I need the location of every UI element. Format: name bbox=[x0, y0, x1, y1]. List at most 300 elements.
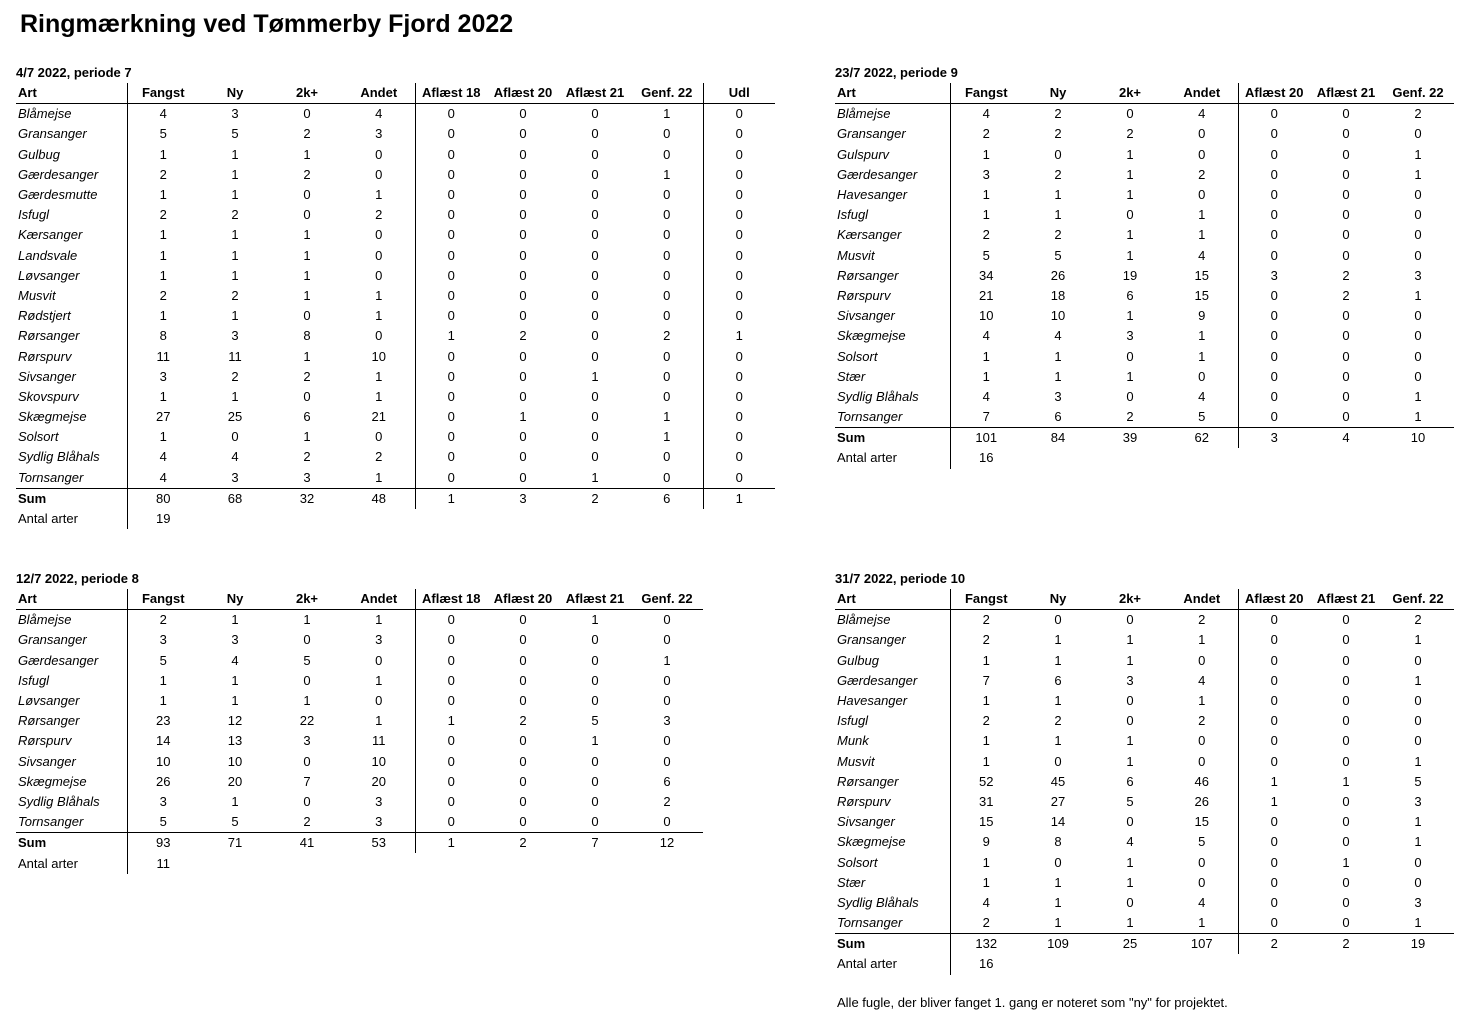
column-header: Aflæst 21 bbox=[1310, 83, 1382, 104]
table-cell: 5 bbox=[159, 814, 167, 830]
table-cell: 12 bbox=[227, 713, 243, 729]
table-cell: 4 bbox=[1166, 104, 1238, 125]
table-cell: 1 bbox=[343, 185, 415, 205]
table-cell: 0 bbox=[343, 225, 415, 245]
table-cell: 3 bbox=[159, 793, 167, 809]
data-table bbox=[835, 83, 1454, 469]
species-name: Tornsanger bbox=[835, 913, 950, 934]
table-cell: 0 bbox=[735, 126, 743, 142]
table-cell: 0 bbox=[1342, 126, 1350, 142]
table-row bbox=[835, 852, 1454, 872]
table-cell: 0 bbox=[663, 814, 671, 830]
empty-cell bbox=[559, 509, 631, 529]
table-cell: 0 bbox=[1270, 814, 1278, 830]
table-cell: 2 bbox=[982, 227, 990, 243]
species-name: Gulbug bbox=[16, 145, 127, 165]
table-cell: 1 bbox=[159, 388, 167, 404]
species-count-label: Antal arter bbox=[16, 509, 127, 529]
table-cell: 0 bbox=[447, 227, 455, 243]
table-cell: 1 bbox=[231, 612, 239, 628]
table-cell: 0 bbox=[447, 449, 455, 465]
table-cell: 0 bbox=[591, 247, 599, 263]
empty-cell bbox=[199, 509, 271, 529]
table-row bbox=[835, 893, 1454, 913]
table-cell: 0 bbox=[1342, 409, 1350, 425]
table-row bbox=[16, 671, 703, 691]
table-cell: 0 bbox=[447, 672, 455, 688]
table-cell: 26 bbox=[156, 773, 171, 789]
table-cell: 0 bbox=[1166, 731, 1238, 751]
table-cell: 1 bbox=[631, 104, 703, 125]
column-header: Fangst bbox=[950, 83, 1022, 104]
table-cell: 1 bbox=[159, 693, 167, 709]
sum-cell: 25 bbox=[1094, 934, 1166, 955]
sum-row bbox=[835, 428, 1454, 449]
table-cell: 0 bbox=[1414, 733, 1422, 749]
column-header: Genf. 22 bbox=[1382, 83, 1454, 104]
table-row bbox=[16, 792, 703, 812]
table-cell: 1 bbox=[1414, 146, 1422, 162]
table-cell: 0 bbox=[631, 124, 703, 144]
table-cell: 1 bbox=[663, 652, 671, 668]
column-header: Aflæst 18 bbox=[415, 83, 487, 104]
table-cell: 1 bbox=[303, 348, 311, 364]
table-cell: 4 bbox=[982, 106, 990, 122]
species-name: Sivsanger bbox=[835, 306, 950, 326]
table-cell: 10 bbox=[979, 308, 994, 324]
species-name: Gransanger bbox=[16, 630, 127, 650]
table-cell: 2 bbox=[631, 326, 703, 346]
header-row bbox=[16, 83, 775, 104]
table-cell: 0 bbox=[663, 672, 671, 688]
table-cell: 0 bbox=[591, 308, 599, 324]
table-cell: 0 bbox=[1270, 874, 1278, 890]
table-cell: 0 bbox=[1414, 713, 1422, 729]
species-name: Sydlig Blåhals bbox=[835, 893, 950, 913]
column-header: Ny bbox=[199, 83, 271, 104]
empty-cell bbox=[487, 509, 559, 529]
table-row bbox=[835, 913, 1454, 934]
table-cell: 1 bbox=[1414, 814, 1422, 830]
table-cell: 1 bbox=[1054, 915, 1062, 931]
table-cell: 0 bbox=[735, 207, 743, 223]
table-block-periode-8 bbox=[16, 569, 703, 874]
table-cell: 1 bbox=[159, 187, 167, 203]
table-cell: 1 bbox=[982, 368, 990, 384]
sum-cell: 39 bbox=[1094, 428, 1166, 449]
table-cell: 0 bbox=[303, 672, 311, 688]
table-cell: 1 bbox=[1166, 630, 1238, 650]
table-cell: 1 bbox=[982, 874, 990, 890]
table-row bbox=[16, 246, 775, 266]
sum-label: Sum bbox=[16, 833, 127, 854]
table-cell: 4 bbox=[231, 449, 239, 465]
table-cell: 0 bbox=[1166, 752, 1238, 772]
table-cell: 1 bbox=[1166, 225, 1238, 245]
sum-cell: 4 bbox=[1310, 428, 1382, 449]
table-cell: 8 bbox=[1054, 834, 1062, 850]
table-cell: 1 bbox=[447, 713, 455, 729]
table-row bbox=[16, 306, 775, 326]
table-cell: 2 bbox=[1342, 287, 1350, 303]
species-name: Skægmejse bbox=[16, 772, 127, 792]
empty-cell bbox=[1382, 448, 1454, 468]
table-cell: 4 bbox=[982, 328, 990, 344]
table-cell: 5 bbox=[1166, 832, 1238, 852]
table-cell: 20 bbox=[343, 772, 415, 792]
table-cell: 9 bbox=[982, 834, 990, 850]
table-row bbox=[16, 165, 775, 185]
data-table bbox=[835, 589, 1454, 975]
table-cell: 1 bbox=[1054, 894, 1062, 910]
table-cell: 1 bbox=[1414, 915, 1422, 931]
table-cell: 0 bbox=[1342, 652, 1350, 668]
table-cell: 0 bbox=[735, 247, 743, 263]
sum-cell: 19 bbox=[1382, 934, 1454, 955]
table-cell: 0 bbox=[1126, 348, 1134, 364]
column-header: Ny bbox=[1022, 83, 1094, 104]
table-cell: 0 bbox=[631, 266, 703, 286]
table-cell: 0 bbox=[663, 753, 671, 769]
table-cell: 0 bbox=[1270, 612, 1278, 628]
table-cell: 4 bbox=[982, 388, 990, 404]
table-cell: 0 bbox=[303, 388, 311, 404]
table-cell: 2 bbox=[1054, 166, 1062, 182]
table-cell: 0 bbox=[591, 287, 599, 303]
table-cell: 1 bbox=[631, 165, 703, 185]
table-cell: 0 bbox=[1270, 854, 1278, 870]
table-cell: 0 bbox=[591, 227, 599, 243]
table-cell: 0 bbox=[735, 368, 743, 384]
table-cell: 0 bbox=[343, 427, 415, 447]
empty-cell bbox=[415, 509, 487, 529]
table-cell: 0 bbox=[303, 793, 311, 809]
table-cell: 0 bbox=[343, 691, 415, 711]
table-cell: 2 bbox=[663, 793, 671, 809]
table-cell: 25 bbox=[227, 409, 243, 425]
species-name: Solsort bbox=[835, 346, 950, 366]
species-name: Rørsanger bbox=[16, 711, 127, 731]
sum-cell: 32 bbox=[271, 488, 343, 509]
table-cell: 31 bbox=[979, 793, 994, 809]
table-cell: 0 bbox=[447, 267, 455, 283]
column-header: Genf. 22 bbox=[1382, 589, 1454, 610]
table-row bbox=[16, 104, 775, 125]
table-cell: 3 bbox=[1126, 328, 1134, 344]
table-cell: 1 bbox=[231, 166, 239, 182]
table-row bbox=[16, 266, 775, 286]
table-cell: 1 bbox=[1054, 733, 1062, 749]
sum-cell: 101 bbox=[950, 428, 1022, 449]
table-cell: 0 bbox=[1270, 227, 1278, 243]
table-cell: 2 bbox=[1054, 713, 1062, 729]
table-row bbox=[16, 468, 775, 489]
table-row bbox=[835, 792, 1454, 812]
table-cell: 1 bbox=[1126, 632, 1134, 648]
table-cell: 10 bbox=[343, 346, 415, 366]
species-name: Munk bbox=[835, 731, 950, 751]
table-row bbox=[835, 873, 1454, 893]
table-cell: 1 bbox=[159, 227, 167, 243]
table-cell: 0 bbox=[1414, 874, 1422, 890]
table-cell: 15 bbox=[979, 814, 994, 830]
table-cell: 0 bbox=[1270, 693, 1278, 709]
table-row bbox=[16, 812, 703, 833]
table-cell: 2 bbox=[1166, 165, 1238, 185]
table-cell: 0 bbox=[447, 348, 455, 364]
table-cell: 0 bbox=[519, 672, 527, 688]
sum-label: Sum bbox=[16, 488, 127, 509]
table-cell: 0 bbox=[519, 773, 527, 789]
table-row bbox=[835, 651, 1454, 671]
table-cell: 0 bbox=[303, 753, 311, 769]
table-cell: 6 bbox=[1054, 672, 1062, 688]
table-cell: 1 bbox=[231, 388, 239, 404]
table-cell: 27 bbox=[156, 409, 171, 425]
sum-cell: 68 bbox=[199, 488, 271, 509]
table-cell: 0 bbox=[1270, 308, 1278, 324]
table-cell: 27 bbox=[1050, 793, 1066, 809]
table-cell: 4 bbox=[1166, 246, 1238, 266]
table-row bbox=[835, 145, 1454, 165]
table-row bbox=[16, 407, 775, 427]
table-cell: 0 bbox=[631, 205, 703, 225]
table-cell: 0 bbox=[1342, 328, 1350, 344]
table-cell: 7 bbox=[982, 672, 990, 688]
header-row bbox=[16, 589, 703, 610]
species-name: Isfugl bbox=[835, 205, 950, 225]
table-cell: 2 bbox=[303, 126, 311, 142]
table-cell: 1 bbox=[159, 247, 167, 263]
species-name: Musvit bbox=[835, 246, 950, 266]
table-cell: 0 bbox=[1166, 852, 1238, 872]
species-name: Blåmejse bbox=[835, 104, 950, 125]
table-cell: 7 bbox=[982, 409, 990, 425]
table-cell: 0 bbox=[1342, 733, 1350, 749]
table-cell: 1 bbox=[631, 427, 703, 447]
table-cell: 0 bbox=[1414, 854, 1422, 870]
table-cell: 15 bbox=[1166, 812, 1238, 832]
column-header: Art bbox=[835, 83, 950, 104]
empty-cell bbox=[631, 853, 703, 873]
sum-label: Sum bbox=[835, 428, 950, 449]
table-cell: 2 bbox=[1126, 409, 1134, 425]
table-row bbox=[835, 306, 1454, 326]
table-cell: 0 bbox=[735, 308, 743, 324]
table-cell: 0 bbox=[519, 469, 527, 485]
species-name: Havesanger bbox=[835, 185, 950, 205]
table-cell: 0 bbox=[591, 652, 599, 668]
table-cell: 1 bbox=[1126, 733, 1134, 749]
table-cell: 0 bbox=[735, 388, 743, 404]
table-cell: 0 bbox=[1270, 348, 1278, 364]
table-row bbox=[16, 387, 775, 407]
table-cell: 0 bbox=[447, 652, 455, 668]
table-row bbox=[835, 387, 1454, 407]
empty-cell bbox=[1022, 954, 1094, 974]
table-cell: 4 bbox=[343, 104, 415, 125]
sum-cell: 6 bbox=[631, 488, 703, 509]
table-row bbox=[16, 326, 775, 346]
table-cell: 3 bbox=[231, 469, 239, 485]
table-cell: 0 bbox=[447, 632, 455, 648]
table-cell: 0 bbox=[1414, 207, 1422, 223]
table-cell: 1 bbox=[343, 367, 415, 387]
table-cell: 3 bbox=[343, 812, 415, 833]
species-name: Landsvale bbox=[16, 246, 127, 266]
species-name: Musvit bbox=[16, 286, 127, 306]
table-cell: 0 bbox=[519, 207, 527, 223]
table-cell: 1 bbox=[159, 308, 167, 324]
table-cell: 0 bbox=[447, 429, 455, 445]
table-cell: 10 bbox=[156, 753, 171, 769]
table-row bbox=[835, 731, 1454, 751]
table-cell: 11 bbox=[228, 348, 242, 364]
column-header: Aflæst 21 bbox=[559, 83, 631, 104]
table-cell: 0 bbox=[303, 207, 311, 223]
sum-cell: 109 bbox=[1022, 934, 1094, 955]
column-header: 2k+ bbox=[271, 83, 343, 104]
table-cell: 1 bbox=[1414, 287, 1422, 303]
table-cell: 1 bbox=[1126, 652, 1134, 668]
species-name: Rørspurv bbox=[16, 346, 127, 366]
table-cell: 0 bbox=[1166, 873, 1238, 893]
table-row bbox=[835, 185, 1454, 205]
table-cell: 6 bbox=[663, 773, 671, 789]
table-cell: 0 bbox=[663, 612, 671, 628]
table-cell: 1 bbox=[303, 146, 311, 162]
table-cell: 3 bbox=[663, 713, 671, 729]
table-cell: 0 bbox=[735, 409, 743, 425]
table-cell: 21 bbox=[979, 287, 994, 303]
table-cell: 1 bbox=[1126, 915, 1134, 931]
table-cell: 0 bbox=[519, 652, 527, 668]
table-row bbox=[835, 407, 1454, 428]
table-cell: 1 bbox=[735, 328, 743, 344]
table-cell: 5 bbox=[1414, 773, 1422, 789]
table-cell: 0 bbox=[1342, 713, 1350, 729]
table-cell: 3 bbox=[231, 106, 239, 122]
table-cell: 1 bbox=[231, 267, 239, 283]
table-cell: 2 bbox=[303, 368, 311, 384]
table-cell: 0 bbox=[591, 632, 599, 648]
table-cell: 4 bbox=[1054, 328, 1062, 344]
table-block-periode-9 bbox=[835, 63, 1454, 469]
table-cell: 0 bbox=[591, 693, 599, 709]
table-cell: 0 bbox=[303, 308, 311, 324]
table-cell: 0 bbox=[591, 166, 599, 182]
table-row bbox=[835, 286, 1454, 306]
sum-cell: 80 bbox=[127, 488, 199, 509]
table-row bbox=[16, 691, 703, 711]
table-cell: 0 bbox=[735, 348, 743, 364]
table-cell: 0 bbox=[1166, 185, 1238, 205]
column-header: Aflæst 20 bbox=[487, 83, 559, 104]
table-cell: 0 bbox=[1270, 753, 1278, 769]
table-cell: 0 bbox=[1126, 894, 1134, 910]
table-cell: 1 bbox=[1166, 326, 1238, 346]
table-row bbox=[835, 367, 1454, 387]
table-cell: 1 bbox=[982, 753, 990, 769]
table-row bbox=[835, 711, 1454, 731]
table-cell: 1 bbox=[1414, 672, 1422, 688]
table-cell: 2 bbox=[982, 126, 990, 142]
table-cell: 46 bbox=[1166, 772, 1238, 792]
table-cell: 0 bbox=[1166, 651, 1238, 671]
table-cell: 0 bbox=[447, 126, 455, 142]
table-cell: 0 bbox=[1342, 187, 1350, 203]
table-cell: 1 bbox=[343, 610, 415, 631]
table-cell: 1 bbox=[303, 693, 311, 709]
table-cell: 0 bbox=[1342, 915, 1350, 931]
table-row bbox=[835, 124, 1454, 144]
table-block-periode-7 bbox=[16, 63, 775, 529]
table-cell: 52 bbox=[979, 773, 994, 789]
table-cell: 2 bbox=[159, 207, 167, 223]
table-cell: 1 bbox=[1342, 854, 1350, 870]
table-cell: 0 bbox=[519, 449, 527, 465]
table-cell: 0 bbox=[519, 106, 527, 122]
column-header: Andet bbox=[1166, 589, 1238, 610]
table-cell: 3 bbox=[231, 632, 239, 648]
table-cell: 6 bbox=[1126, 773, 1134, 789]
table-cell: 0 bbox=[519, 166, 527, 182]
table-cell: 0 bbox=[1270, 632, 1278, 648]
table-cell: 0 bbox=[591, 328, 599, 344]
column-header: Art bbox=[16, 83, 127, 104]
table-cell: 1 bbox=[1126, 874, 1134, 890]
table-cell: 0 bbox=[343, 145, 415, 165]
table-row bbox=[16, 185, 775, 205]
table-cell: 1 bbox=[519, 409, 527, 425]
table-cell: 3 bbox=[343, 792, 415, 812]
species-name: Solsort bbox=[835, 852, 950, 872]
table-cell: 2 bbox=[159, 612, 167, 628]
header-row bbox=[835, 83, 1454, 104]
table-cell: 0 bbox=[1270, 247, 1278, 263]
sum-cell: 3 bbox=[487, 488, 559, 509]
sum-row bbox=[835, 934, 1454, 955]
table-row bbox=[835, 205, 1454, 225]
table-cell: 0 bbox=[1270, 388, 1278, 404]
table-cell: 0 bbox=[519, 429, 527, 445]
sum-cell: 53 bbox=[343, 833, 415, 854]
table-cell: 4 bbox=[159, 449, 167, 465]
table-cell: 2 bbox=[1126, 126, 1134, 142]
sum-cell: 2 bbox=[559, 488, 631, 509]
table-cell: 0 bbox=[591, 449, 599, 465]
table-cell: 1 bbox=[1054, 348, 1062, 364]
table-cell: 1 bbox=[303, 429, 311, 445]
sum-cell: 93 bbox=[127, 833, 199, 854]
column-header: 2k+ bbox=[271, 589, 343, 610]
table-cell: 0 bbox=[1126, 814, 1134, 830]
table-cell: 1 bbox=[231, 187, 239, 203]
table-cell: 0 bbox=[591, 793, 599, 809]
table-cell: 0 bbox=[1166, 367, 1238, 387]
table-cell: 1 bbox=[303, 287, 311, 303]
table-row bbox=[835, 346, 1454, 366]
table-cell: 1 bbox=[1270, 773, 1278, 789]
table-cell: 1 bbox=[1126, 368, 1134, 384]
species-name: Gærdesanger bbox=[835, 165, 950, 185]
table-cell: 3 bbox=[159, 632, 167, 648]
table-cell: 0 bbox=[1270, 713, 1278, 729]
empty-cell bbox=[1310, 448, 1382, 468]
species-count-value: 11 bbox=[156, 855, 170, 871]
species-name: Sydlig Blåhals bbox=[16, 447, 127, 467]
species-name: Stær bbox=[835, 367, 950, 387]
